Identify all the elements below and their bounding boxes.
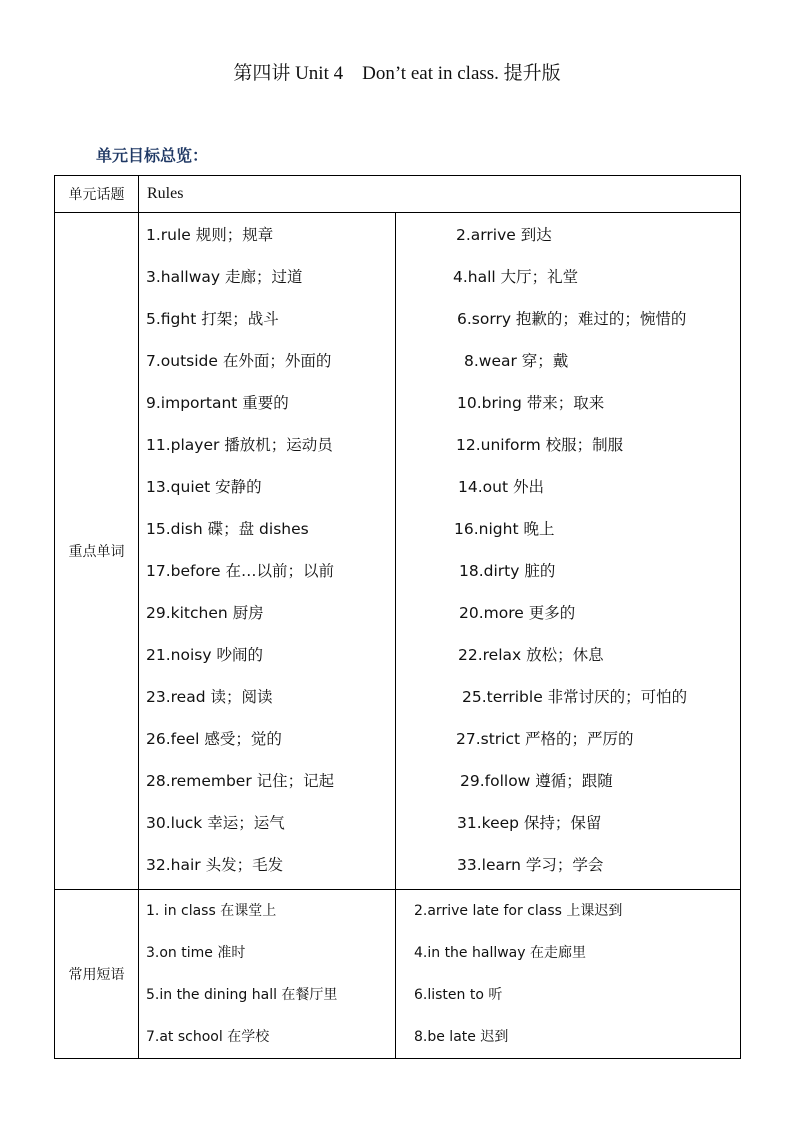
- word-item: 29.follow 遵循；跟随: [460, 772, 613, 790]
- phrase-item: 3.on time 准时: [146, 945, 246, 961]
- word-item: 30.luck 幸运；运气: [146, 814, 285, 832]
- phrase-item: 8.be late 迟到: [414, 1029, 509, 1045]
- phrase-item: 5.in the dining hall 在餐厅里: [146, 987, 338, 1003]
- phrase-item: 6.listen to 听: [414, 987, 503, 1003]
- phrase-item: 2.arrive late for class 上课迟到: [414, 903, 623, 919]
- phrases-label: 常用短语: [55, 890, 139, 1059]
- words-right-column: [396, 213, 741, 890]
- word-item: 7.outside 在外面；外面的: [146, 352, 332, 370]
- phrases-left-column: [139, 890, 396, 1059]
- word-item: 18.dirty 脏的: [459, 562, 556, 580]
- word-item: 1.rule 规则；规章: [146, 226, 274, 244]
- word-item: 22.relax 放松；休息: [458, 646, 604, 664]
- phrase-item: 1. in class 在课堂上: [146, 903, 277, 919]
- word-item: 32.hair 头发；毛发: [146, 856, 284, 874]
- word-item: 20.more 更多的: [459, 604, 576, 622]
- overview-table: [54, 175, 741, 1059]
- section-heading: 单元目标总览：: [96, 146, 209, 165]
- phrase-item: 4.in the hallway 在走廊里: [414, 945, 586, 961]
- word-item: 17.before 在…以前；以前: [146, 562, 334, 580]
- word-item: 33.learn 学习；学会: [457, 856, 604, 874]
- word-item: 14.out 外出: [458, 478, 544, 496]
- phrases-right-column: [396, 890, 741, 1059]
- word-item: 27.strict 严格的；严厉的: [456, 730, 634, 748]
- word-item: 8.wear 穿；戴: [464, 352, 569, 370]
- page-title: 第四讲 Unit 4 Don’t eat in class. 提升版: [233, 63, 561, 84]
- topic-row: [55, 176, 741, 213]
- topic-label: 单元话题: [55, 176, 139, 213]
- word-item: 6.sorry 抱歉的；难过的；惋惜的: [457, 310, 687, 328]
- word-item: 31.keep 保持；保留: [457, 814, 602, 832]
- word-item: 2.arrive 到达: [456, 226, 552, 244]
- word-item: 25.terrible 非常讨厌的；可怕的: [462, 688, 688, 706]
- word-item: 15.dish 碟；盘 dishes: [146, 520, 309, 538]
- word-item: 3.hallway 走廊；过道: [146, 268, 303, 286]
- word-item: 9.important 重要的: [146, 394, 289, 412]
- phrase-item: 7.at school 在学校: [146, 1029, 270, 1045]
- words-left-column: [139, 213, 396, 890]
- word-item: 5.fight 打架；战斗: [146, 310, 279, 328]
- phrases-row: [55, 890, 741, 1059]
- words-row: [55, 213, 741, 890]
- word-item: 10.bring 带来；取来: [457, 394, 605, 412]
- word-item: 28.remember 记住；记起: [146, 772, 335, 790]
- word-item: 11.player 播放机；运动员: [146, 436, 333, 454]
- word-item: 13.quiet 安静的: [146, 478, 262, 496]
- words-label: 重点单词: [55, 213, 139, 890]
- word-item: 16.night 晚上: [454, 520, 555, 538]
- word-item: 4.hall 大厅；礼堂: [453, 268, 579, 286]
- word-item: 26.feel 感受；觉的: [146, 730, 282, 748]
- word-item: 21.noisy 吵闹的: [146, 646, 263, 664]
- word-item: 23.read 读；阅读: [146, 688, 273, 706]
- word-item: 12.uniform 校服；制服: [456, 436, 624, 454]
- topic-value: Rules: [139, 176, 741, 213]
- word-item: 29.kitchen 厨房: [146, 604, 264, 622]
